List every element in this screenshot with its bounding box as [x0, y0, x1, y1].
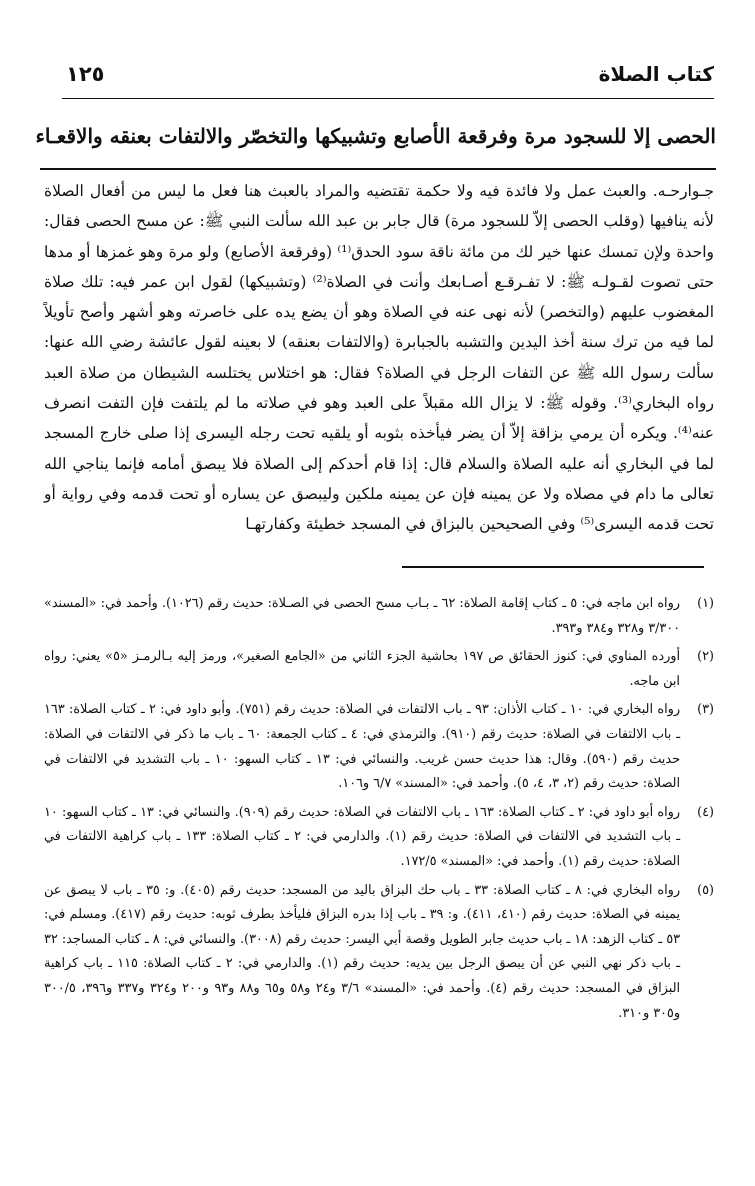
matn-divider: [40, 168, 716, 170]
footnote-number: (٤): [697, 804, 714, 820]
footnote-separator: [402, 566, 704, 568]
page-number: ١٢٥: [66, 62, 105, 86]
footnote-number: (٥): [697, 882, 714, 898]
running-title: كتاب الصلاة: [598, 62, 714, 86]
footnotes-section: [44, 592, 714, 1030]
running-header: [62, 60, 714, 94]
footnote-1: [44, 592, 714, 641]
footnote-text: أورده المناوي في: كنوز الحقائق ص ١٩٧ بحاشية الجزء الثاني من «الجامع الصغير»، ورمز إليه بـالرمـز «٥» يعني: رواه ابن ماجه.: [44, 649, 680, 689]
footnote-text: رواه أبو داود في: ٢ ـ كتاب الصلاة: ١٦٣ ـ باب الالتفات في الصلاة: حديث رقم (٩٠٩). والنسائي في: ١٣ ـ كتاب السهو: ١٠ ـ باب التشديد في الالتفات في الصلاة: حديث رقم (١). والدارمي في: ٢ ـ كتاب الصلاة: ١٣٣ ـ باب كراهية الالتفات في الصلاة: حديث رقم (١). وأحمد في: «المسند» ١٧٢/٥.: [44, 804, 681, 869]
footnote-number: (٢): [697, 649, 714, 665]
footnote-5: [44, 879, 714, 1027]
footnote-number: (٣): [697, 702, 714, 718]
footnote-2: [44, 645, 714, 694]
footnote-text: رواه البخاري في: ١٠ ـ كتاب الأذان: ٩٣ ـ باب الالتفات في الصلاة: حديث رقم (٧٥١). وأبو داود في: ٢ ـ كتاب الصلاة: ١٦٣ ـ باب الالتفات في الصلاة: حديث رقم (٩١٠). والترمذي في: ٤ ـ كتاب الجمعة: ٦٠ ـ باب ما ذكر في الالتفات في الصلاة: حديث رقم (٥٩٠). وقال: هذا حديث حسن غريب. والنسائي في: ١٣ ـ كتاب السهو: ١٠ ـ باب التشديد في الالتفات في الصلاة: حديث رقم (٢، ٣، ٤، ٥). وأحمد في: «المسند» ٦/٧ و١٠٦.: [44, 702, 681, 792]
footnote-4: [44, 801, 714, 875]
footnote-3: [44, 698, 714, 796]
header-divider: [62, 98, 714, 99]
commentary-paragraph: جـوارحـه. والعبث عمل ولا فائدة فيه ولا حكمة تقتضيه والمراد بالعبث هنا فعل ما ليس من أفعال الصلاة لأنه ينافيها (وقلب الحصى إلاّ للسجود مرة) قال جابر بن عبد الله سألت النبي ﷺ: عن مسح الحصى فقال: واحدة ولإن تمسك عنها خير لك من مائة ناقة سود الحدق⁽¹⁾ (وفرقعة الأصابع) ولو مرة وهو غمزها أو مدها حتى تصوت لقـولـه ﷺ: لا تفـرقـع أصـابعك وأنت في الصلاة⁽²⁾ (وتشبيكها) لقول ابن عمر فيه: تلك صلاة المغضوب عليهم (والتخصر) لأنه نهى عنه في الصلاة وهو أن يضع يده على خاصرته وهو أشهر وأصح تأويلاً لما فيه من ترك سنة أخذ اليدين والتشبه بالجبابرة (والالتفات بعنقه) لا بعينه لقول عائشة رضي الله عنها: سألت رسول الله ﷺ عن التفات الرجل في الصلاة؟ فقال: هو اختلاس يختلسه الشيطان من صلاة العبد رواه البخاري⁽³⁾. وقوله ﷺ: لا يزال الله مقبلاً على العبد وهو في صلاته ما لم يلتفت فإن التفت انصرف عنه⁽⁴⁾. ويكره أن يرمي بزاقة إلاّ أن يضر فيأخذه بثوبه أو يلقيه تحت رجله اليسرى إذا صلى خارج المسجد لما في البخاري أنه عليه الصلاة والسلام قال: إذا قام أحدكم إلى الصلاة فلا يبصق أمامه فإنما يناجي الله تعالى ما دام في مصلاه ولا عن يمينه فإن عن يمينه ملكين وليبصق عن يساره أو تحت قدمه وفي رواية أو تحت قدمه اليسرى⁽⁵⁾ وفي الصحيحين بالبزاق في المسجد خطيئة وكفارتهـا: [44, 182, 714, 534]
footnote-text: رواه البخاري في: ٨ ـ كتاب الصلاة: ٣٣ ـ باب حك البزاق باليد من المسجد: حديث رقم (٤٠٥). و: ٣٥ ـ باب لا يبصق عن يمينه في الصلاة: حديث رقم (٤١٠، ٤١١). و: ٣٩ ـ باب إذا بدره البزاق فليأخذ بطرف ثوبه: حديث رقم (٤١٧). ومسلم في: ٥٣ ـ كتاب الزهد: ١٨ ـ باب حديث جابر الطويل وقصة أبي اليسر: حديث رقم (٣٠٠٨). والنسائي في: ٨ ـ كتاب المساجد: ٣٢ ـ باب ذكر نهي النبي عن أن يبصق الرجل بين يديه: حديث رقم (١). والدارمي في: ٢ ـ كتاب الصلاة: ١١٥ ـ باب كراهية البزاق في المسجد: حديث رقم (٤). وأحمد في: «المسند» ٣/٦ و٢٤ و٥٨ و٦٥ و٨٨ و٩٣ و٢٠٠ و٣٢٤ و٣٣٧ و٣٩٦، ٣٠٠/٥ و٣٠٥ و٣١٠.: [44, 882, 681, 1021]
matn-text-line: الحصى إلا للسجود مرة وفرقعة الأصابع وتشبيكها والتخصّر والالتفات بعنقه والاقعـاء: [35, 124, 716, 148]
footnote-number: (١): [697, 596, 714, 611]
commentary-body: [44, 176, 714, 540]
footnote-text: رواه ابن ماجه في: ٥ ـ كتاب إقامة الصلاة: ٦٢ ـ بـاب مسح الحصى في الصـلاة: حديث رقم (١٠٢٦). وأحمد في: «المسند» ٣/٣٠٠ و٣٢٨ و٣٨٤ و٣٩٣.: [44, 596, 680, 636]
